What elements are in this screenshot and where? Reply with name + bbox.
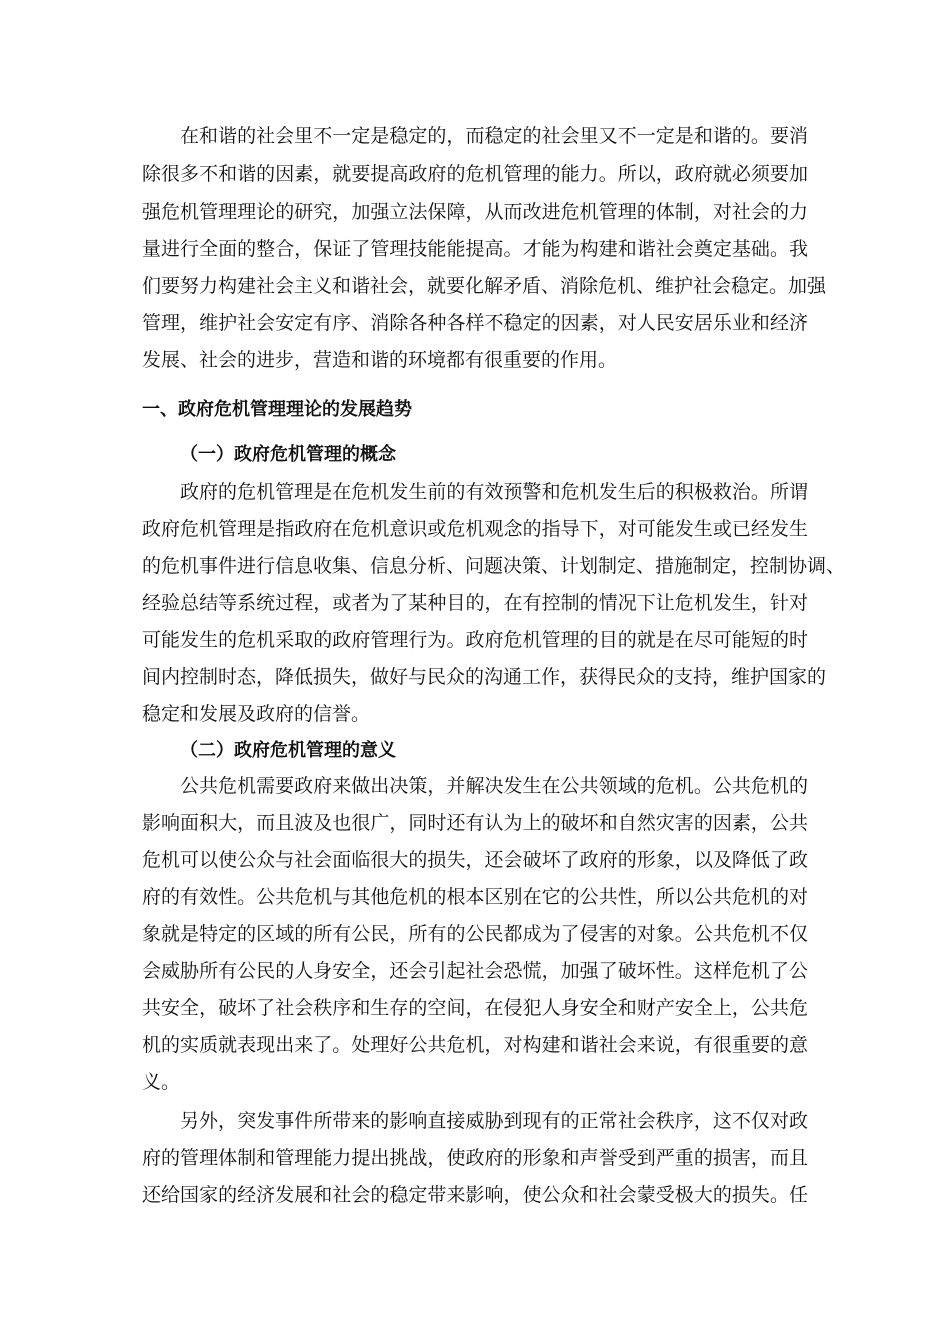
paragraph-line: 府的有效性。公共危机与其他危机的根本区别在它的公共性，所以公共危机的对 [142, 886, 808, 908]
paragraph-line: 府的管理体制和管理能力提出挑战，使政府的形象和声誉受到严重的损害，而且 [142, 1147, 808, 1169]
paragraph-line: 管理，维护社会安定有序、消除各种各样不稳定的因素，对人民安居乐业和经济 [142, 312, 808, 334]
paragraph-line: 政府危机管理是指政府在危机意识或危机观念的指导下，对可能发生或已经发生 [142, 518, 808, 540]
paragraph-line: 机的实质就表现出来了。处理好公共危机，对构建和谐社会来说，有很重要的意 [142, 1034, 808, 1056]
section-heading: 一、政府危机管理理论的发展趋势 [142, 399, 412, 420]
paragraph-line: 象就是特定的区域的所有公民，所有的公民都成为了侵害的对象。公共危机不仅 [142, 923, 808, 945]
paragraph-line: 强危机管理理论的研究，加强立法保障，从而改进危机管理的体制，对社会的力 [142, 201, 808, 223]
paragraph-line: 义。 [142, 1071, 181, 1093]
paragraph-line: 量进行全面的整合，保证了管理技能能提高。才能为构建和谐社会奠定基础。我 [142, 238, 808, 260]
paragraph-line: 可能发生的危机采取的政府管理行为。政府危机管理的目的就是在尽可能短的时 [142, 629, 808, 651]
paragraph-line: 影响面积大，而且波及也很广，同时还有认为上的破坏和自然灾害的因素，公共 [142, 812, 808, 834]
paragraph-line: 在和谐的社会里不一定是稳定的，而稳定的社会里又不一定是和谐的。要消 [180, 125, 808, 147]
paragraph-line: 政府的危机管理是在危机发生前的有效预警和危机发生后的积极救治。所谓 [180, 481, 808, 503]
subsection-heading: （一）政府危机管理的概念 [180, 444, 396, 465]
paragraph-line: 的危机事件进行信息收集、信息分析、问题决策、计划制定、措施制定，控制协调、 [142, 555, 846, 577]
paragraph-line: 们要努力构建社会主义和谐社会，就要化解矛盾、消除危机、维护社会稳定。加强 [142, 275, 827, 297]
paragraph-line: 经验总结等系统过程，或者为了某种目的，在有控制的情况下让危机发生，针对 [142, 592, 808, 614]
paragraph-line: 发展、社会的进步，营造和谐的环境都有很重要的作用。 [142, 349, 618, 371]
paragraph-line: 危机可以使公众与社会面临很大的损失，还会破坏了政府的形象，以及降低了政 [142, 849, 808, 871]
paragraph-line: 公共危机需要政府来做出决策，并解决发生在公共领域的危机。公共危机的 [180, 775, 808, 797]
paragraph-line: 间内控制时态，降低损失，做好与民众的沟通工作，获得民众的支持，维护国家的 [142, 666, 827, 688]
paragraph-line: 除很多不和谐的因素，就要提高政府的危机管理的能力。所以，政府就必须要加 [142, 163, 808, 185]
paragraph-line: 会威胁所有公民的人身安全，还会引起社会恐慌，加强了破坏性。这样危机了公 [142, 960, 808, 982]
paragraph-line: 共安全，破坏了社会秩序和生存的空间，在侵犯人身安全和财产安全上，公共危 [142, 997, 808, 1019]
paragraph-line: 另外，突发事件所带来的影响直接威胁到现有的正常社会秩序，这不仅对政 [180, 1110, 808, 1132]
subsection-heading: （二）政府危机管理的意义 [180, 740, 396, 761]
paragraph-line: 稳定和发展及政府的信誉。 [142, 703, 371, 725]
paragraph-line: 还给国家的经济发展和社会的稳定带来影响，使公众和社会蒙受极大的损失。任 [142, 1184, 808, 1206]
